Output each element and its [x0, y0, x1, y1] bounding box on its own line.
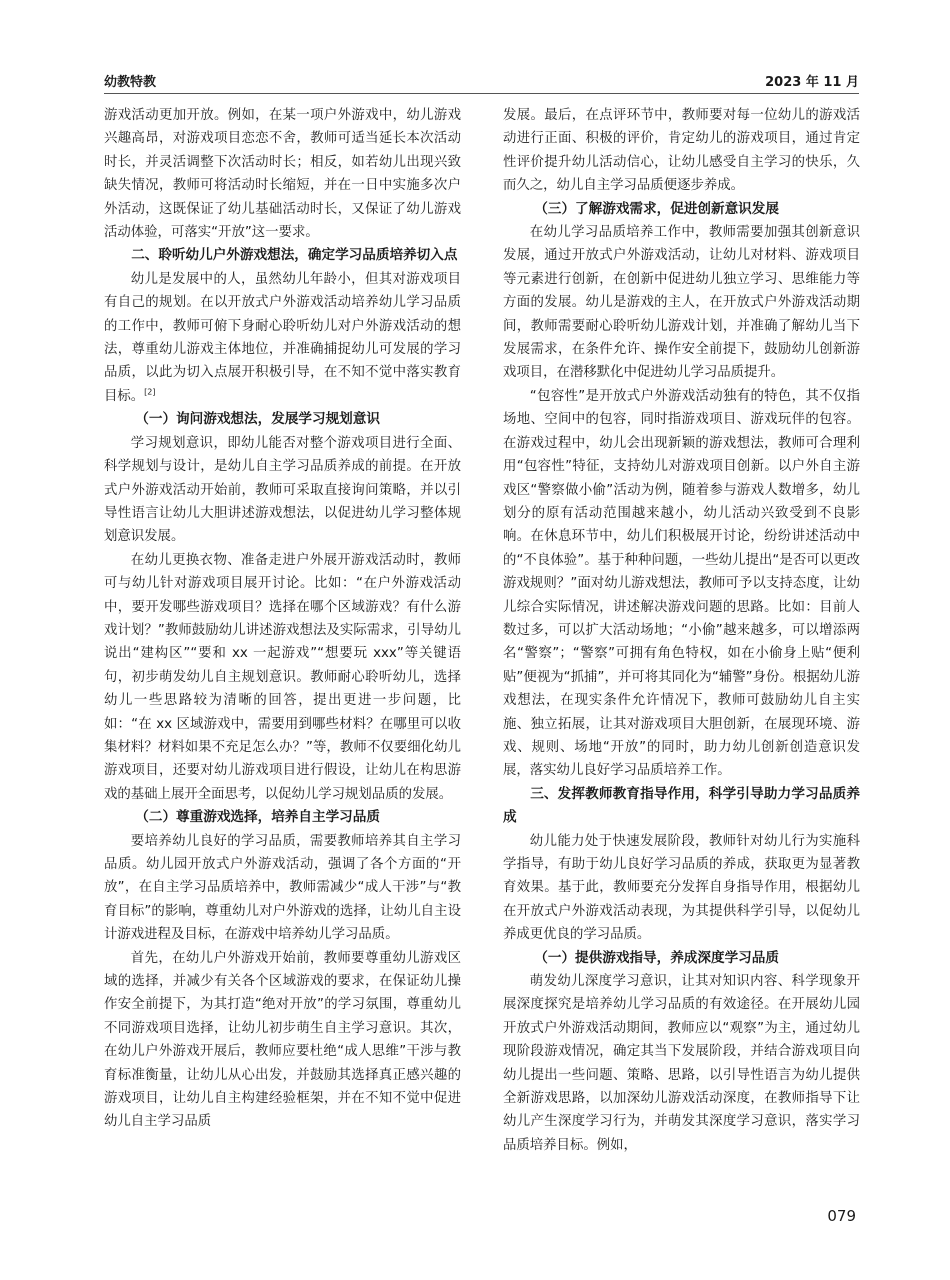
subsection-heading — [104, 806, 461, 829]
journal-section-title: 幼教特教 — [104, 74, 157, 90]
body-paragraph — [503, 970, 860, 1157]
body-paragraph — [104, 268, 461, 408]
paragraph-text: （一）提供游戏指导，养成深度学习品质 — [534, 949, 779, 966]
body-paragraph — [104, 947, 461, 1134]
paragraph-text: （三）了解游戏需求，促进创新意识发展 — [534, 200, 779, 217]
paragraph-text: 在幼儿更换衣物、准备走进户外展开游戏活动时，教师可与幼儿针对游戏项目展开讨论。比如：“在户外游戏活动中，要开发哪些游戏项目？选择在哪个区域游戏？有什么游戏计划？”教师鼓励幼儿讲述游戏想法及实际需求，引导幼儿说出“建构区”“要和 xx 一起游戏”“想要玩 xxx”等关键语句，初步萌发幼儿自主规划意识。教师耐心聆听幼儿，选择幼儿一些思路较为清晰的回答，提出更进一步问题，比如：“在 xx 区域游戏中，需要用到哪些材料？在哪里可以收集材料？材料如果不充足怎么办？”等，教师不仅要细化幼儿游戏项目，还要对幼儿游戏项目进行假设，让幼儿在构思游戏的基础上展开全面思考，以促幼儿学习规划品质的发展。 — [104, 552, 461, 802]
body-paragraph — [503, 385, 860, 783]
body-paragraph — [104, 104, 461, 244]
subsection-heading — [503, 198, 860, 221]
citation-marker: [2] — [144, 387, 156, 397]
paragraph-text: 游戏活动更加开放。例如，在某一项户外游戏中，幼儿游戏兴趣高昂，对游戏项目恋恋不舍，教师可适当延长本次活动时长，并灵活调整下次活动时长；相反，如若幼儿出现兴致缺失情况，教师可将活动时长缩短，并在一日中实施多次户外活动，这既保证了幼儿基础活动时长，又保证了幼儿游戏活动体验，可落实“开放”这一要求。 — [104, 108, 461, 241]
right-column — [503, 104, 860, 1157]
page-number: 079 — [827, 1207, 856, 1225]
body-paragraph — [503, 221, 860, 385]
paragraph-text: （一）询问游戏想法，发展学习规划意识 — [135, 411, 380, 428]
body-paragraph — [104, 549, 461, 806]
running-header — [104, 70, 859, 90]
body-paragraph — [104, 432, 461, 549]
header-rule — [104, 93, 859, 94]
body-paragraph — [104, 830, 461, 947]
paragraph-text: 发展。最后，在点评环节中，教师要对每一位幼儿的游戏活动进行正面、积极的评价，肯定幼儿的游戏项目，通过肯定性评价提升幼儿活动信心，让幼儿感受自主学习的快乐，久而久之，幼儿自主学习品质便逐步养成。 — [503, 108, 860, 194]
paragraph-text: 幼儿是发展中的人，虽然幼儿年龄小，但其对游戏项目有自己的规划。在以开放式户外游戏活动培养幼儿学习品质的工作中，教师可俯下身耐心聆听幼儿对户外游戏活动的想法，尊重幼儿游戏主体地位，并准确捕捉幼儿可发展的学习品质，以此为切入点展开积极引导，在不知不觉中落实教育目标。 — [104, 271, 461, 404]
paragraph-text: 萌发幼儿深度学习意识，让其对知识内容、科学现象开展深度探究是培养幼儿学习品质的有效途径。在开展幼儿园开放式户外游戏活动期间，教师应以“观察”为主，通过幼儿现阶段游戏情况，确定其当下发展阶段，并结合游戏项目向幼儿提出一些问题、策略、思路，以引导性语言为幼儿提供全新游戏思路，以加深幼儿游戏活动深度，在教师指导下让幼儿产生深度学习行为，并萌发其深度学习意识，落实学习品质培养目标。例如， — [503, 974, 860, 1153]
left-column — [104, 104, 461, 1134]
paragraph-text: 要培养幼儿良好的学习品质，需要教师培养其自主学习品质。幼儿园开放式户外游戏活动，强调了各个方面的“开放”，在自主学习品质培养中，教师需减少“成人干涉”与“教育目标”的影响，尊重幼儿对户外游戏的选择，让幼儿自主设计游戏进程及目标，在游戏中培养幼儿学习品质。 — [104, 833, 461, 943]
section-heading — [503, 783, 860, 830]
section-heading — [104, 244, 461, 267]
subsection-heading — [503, 947, 860, 970]
body-paragraph — [503, 830, 860, 947]
paragraph-text: 学习规划意识，即幼儿能否对整个游戏项目进行全面、科学规划与设计，是幼儿自主学习品质养成的前提。在开放式户外游戏活动开始前，教师可采取直接询问策略，并以引导性语言让幼儿大胆讲述游戏想法，以促进幼儿学习整体规划意识发展。 — [104, 435, 461, 545]
paragraph-text: “包容性”是开放式户外游戏活动独有的特色，其不仅指场地、空间中的包容，同时指游戏项目、游戏玩伴的包容。在游戏过程中，幼儿会出现新颖的游戏想法，教师可合理利用“包容性”特征，支持幼儿对游戏项目创新。以户外自主游戏区“警察做小偷”活动为例，随着参与游戏人数增多，幼儿划分的原有活动范围越来越小，幼儿活动兴致受到不良影响。在休息环节中，幼儿们积极展开讨论，纷纷讲述活动中的“不良体验”。基于种种问题，一些幼儿提出“是否可以更改游戏规则？”面对幼儿游戏想法，教师可予以支持态度，让幼儿综合实际情况，讲述解决游戏问题的思路。比如：目前人数过多，可以扩大活动场地；“小偷”越来越多，可以增添两名“警察”；“警察”可拥有角色特权，如在小偷身上贴“便利贴”便视为“抓捕”，并可将其同化为“辅警”身份。根据幼儿游戏想法，在现实条件允许情况下，教师可鼓励幼儿自主实施、独立拓展，让其对游戏项目大胆创新，在展现环境、游戏、规则、场地“开放”的同时，助力幼儿创新创造意识发展，落实幼儿良好学习品质培养工作。 — [503, 388, 860, 779]
paragraph-text: 在幼儿学习品质培养工作中，教师需要加强其创新意识发展，通过开放式户外游戏活动，让幼儿对材料、游戏项目等元素进行创新，在创新中促进幼儿独立学习、思维能力等方面的发展。幼儿是游戏的主人，在开放式户外游戏活动期间，教师需要耐心聆听幼儿游戏计划，并准确了解幼儿当下发展需求，在条件允许、操作安全前提下，鼓励幼儿创新游戏项目，在潜移默化中促进幼儿学习品质提升。 — [503, 225, 860, 381]
body-paragraph — [503, 104, 860, 198]
issue-date: 2023 年 11 月 — [765, 74, 859, 90]
paragraph-text: 首先，在幼儿户外游戏开始前，教师要尊重幼儿游戏区域的选择，并减少有关各个区域游戏的要求，在保证幼儿操作安全前提下，为其打造“绝对开放”的学习氛围，尊重幼儿不同游戏项目选择，让幼儿初步萌生自主学习意识。其次，在幼儿户外游戏开展后，教师应要杜绝“成人思维”干涉与教育标准衡量，让幼儿从心出发，并鼓励其选择真正感兴趣的游戏项目，让幼儿自主构建经验框架，并在不知不觉中促进幼儿自主学习品质 — [104, 950, 461, 1130]
paragraph-text: 幼儿能力处于快速发展阶段，教师针对幼儿行为实施科学指导，有助于幼儿良好学习品质的养成，获取更为显著教育效果。基于此，教师要充分发挥自身指导作用，根据幼儿在开放式户外游戏活动表现，为其提供科学引导，以促幼儿养成更优良的学习品质。 — [503, 833, 860, 943]
subsection-heading — [104, 408, 461, 431]
paragraph-text: 三、发挥教师教育指导作用，科学引导助力学习品质养成 — [503, 785, 860, 826]
paragraph-text: 二、聆听幼儿户外游戏想法，确定学习品质培养切入点 — [131, 247, 458, 264]
paragraph-text: （二）尊重游戏选择，培养自主学习品质 — [135, 809, 380, 826]
